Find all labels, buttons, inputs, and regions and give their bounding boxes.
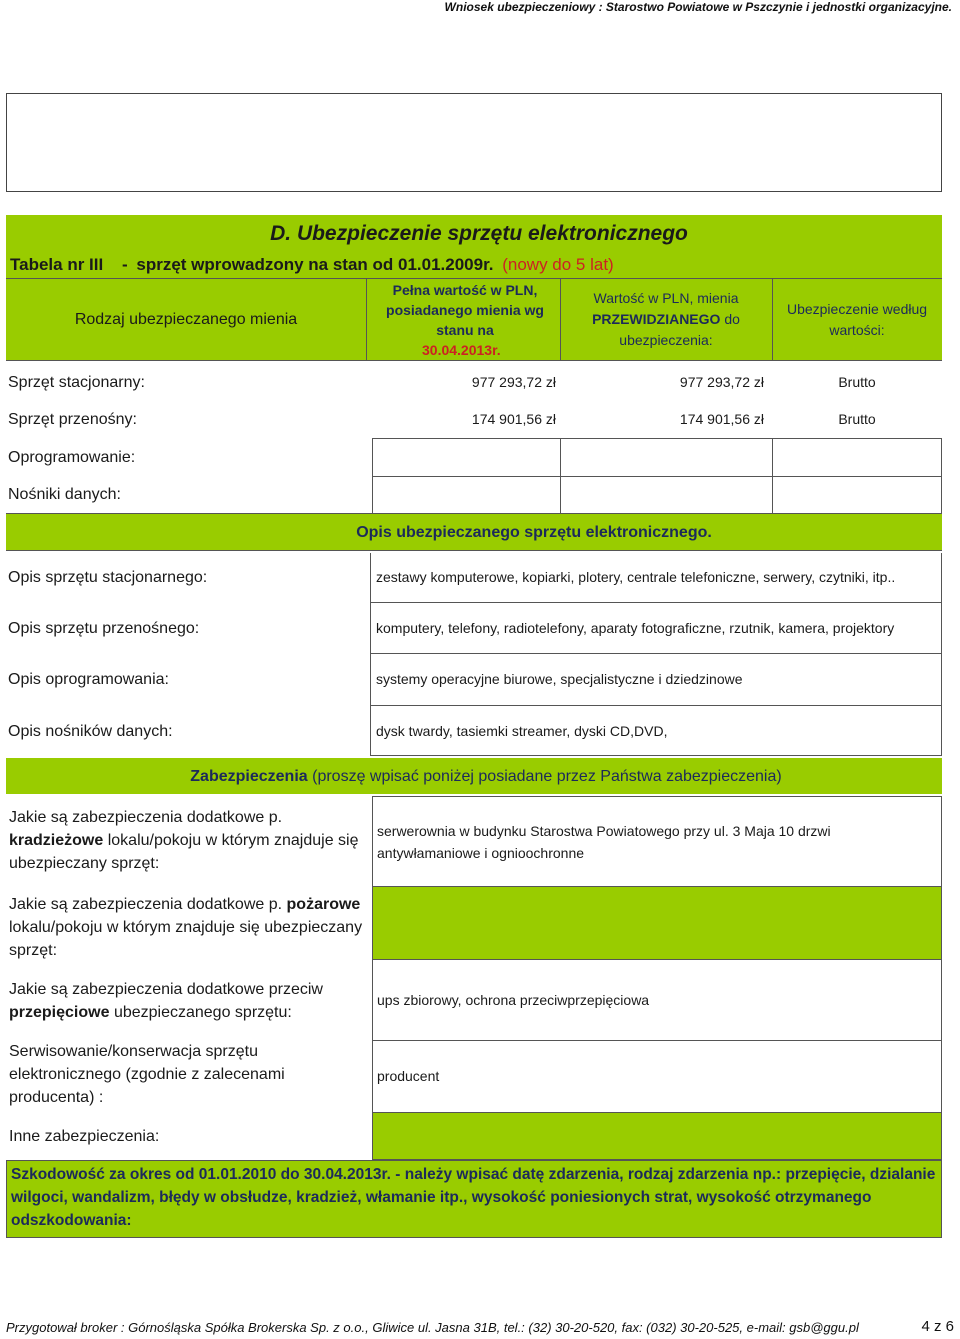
description-value-text: dysk twardy, tasiemki streamer, dyski CD,DVD,: [376, 722, 668, 739]
col-type-header: [6, 278, 366, 361]
table-label-main: sprzęt wprowadzony na stan od 01.01.2009r.: [136, 255, 494, 274]
col-type-label: Rodzaj ubezpieczanego mienia: [74, 311, 298, 328]
security-header-bold: Zabezpieczenia: [190, 767, 308, 785]
damages-text: Szkodowość za okres od 01.01.2010 do 30.04.2013r. - należy wpisać datę zdarzenia, rodzaj zdarzenia np.: przepięcie, dzialanie wilgoci, wandalizm, błędy w obsłudze, kradzież, włamanie itp., wysokość poniesionych strat, wysokość otrzymanego odszkodowania:: [11, 1166, 936, 1229]
row-label: [8, 400, 368, 438]
description-label: [8, 654, 368, 705]
empty-box: [6, 93, 942, 192]
other-label-text: Inne zabezpieczenia:: [9, 1127, 160, 1145]
fire-label: [9, 893, 369, 962]
description-label: [8, 553, 368, 602]
theft-label-post: lokalu/pokoju w którym znajduje się ubezpieczany sprzęt:: [9, 832, 359, 872]
surge-value-text: ups zbiorowy, ochrona przeciwprzepięciowa: [377, 991, 650, 1008]
row-estimated-value-text: 977 293,72 zł: [679, 373, 764, 390]
other-label: [9, 1113, 369, 1159]
description-label-text: Opis nośników danych:: [8, 722, 173, 740]
row-estimated-value-input[interactable]: [564, 478, 768, 511]
row-basis-text: Brutto: [838, 373, 876, 390]
table-label-dash: -: [121, 255, 128, 274]
service-label-text: Serwisowanie/konserwacja sprzętu elektronicznego (zgodnie z zalecenami producenta) :: [9, 1043, 285, 1106]
description-label-text: Opis oprogramowania:: [8, 671, 169, 688]
description-value[interactable]: [376, 706, 936, 756]
surge-value[interactable]: [377, 961, 937, 1039]
col-full-label: Pełna wartość w PLN, posiadanego mienia wg stanu na: [386, 282, 544, 338]
row-basis: [772, 400, 942, 438]
theft-value[interactable]: [377, 820, 937, 864]
header-title: Wniosek ubezpieczeniowy : Starostwo Powiatowe w Pszczynie i jednostki organizacyjne.: [444, 0, 952, 14]
security-header-rest: (proszę wpisać poniżej posiadane przez Państwa zabezpieczenia): [312, 767, 782, 785]
row-basis-input[interactable]: [776, 440, 938, 474]
service-label: [9, 1040, 329, 1109]
description-value-text: komputery, telefony, radiotelefony, aparaty fotograficzne, rzutnik, kamera, projektory: [376, 619, 895, 636]
col-full-date: 30.04.2013r.: [422, 342, 501, 358]
col-basis-header: [772, 278, 942, 361]
description-label-text: Opis sprzętu stacjonarnego:: [8, 569, 208, 586]
section-title-bar: [6, 215, 942, 252]
row-basis-text: Brutto: [838, 410, 876, 427]
fire-value-box[interactable]: [373, 886, 941, 960]
fire-label-bold: pożarowe: [286, 896, 361, 913]
row-full-value: [374, 400, 556, 438]
row-estimated-value-input[interactable]: [564, 440, 768, 474]
description-label-text: Opis sprzętu przenośnego:: [8, 619, 200, 637]
row-label-text: Sprzęt przenośny:: [8, 410, 137, 428]
fire-label-post: lokalu/pokoju w którym znajduje się ubezpieczany sprzęt:: [9, 919, 363, 959]
row-estimated-value: [564, 400, 764, 438]
theft-value-text: serwerownia w budynku Starostwa Powiatowego przy ul. 3 Maja 10 drzwi antywłamaniowe i ognioochronne: [377, 823, 831, 861]
row-full-value-input[interactable]: [374, 478, 556, 511]
page-number: 4 z 6: [921, 1318, 954, 1335]
row-label-text: Nośniki danych:: [8, 486, 121, 503]
table-label-bar: [6, 252, 942, 278]
surge-label-pre: Jakie są zabezpieczenia dodatkowe przeciw: [9, 981, 323, 998]
row-full-value-input[interactable]: [374, 440, 556, 474]
table-label-note: (nowy do 5 lat): [502, 255, 614, 274]
col-estimated-post: do ubezpieczenia:: [619, 311, 740, 348]
description-header-bar: [6, 513, 942, 551]
section-title: D. Ubezpieczenie sprzętu elektronicznego: [270, 221, 688, 245]
row-estimated-value-text: 174 901,56 zł: [679, 410, 764, 427]
description-value-text: systemy operacyjne biurowe, specjalistyczne i dziedzinowe: [376, 671, 743, 687]
document-header: [0, 0, 952, 16]
surge-label-bold: przepięciowe: [9, 1004, 110, 1021]
surge-label: [9, 978, 369, 1024]
other-value-box[interactable]: [373, 1112, 941, 1159]
col-divider-1: [366, 278, 367, 361]
service-value-text: producent: [377, 1067, 440, 1084]
description-header: Opis ubezpieczanego sprzętu elektronicznego.: [356, 523, 712, 541]
col-estimated-pre: Wartość w PLN, mienia: [593, 290, 739, 306]
theft-label-bold: kradzieżowe: [9, 832, 104, 849]
table-label-prefix: Tabela nr III: [10, 255, 104, 274]
fire-label-pre: Jakie są zabezpieczenia dodatkowe p.: [9, 896, 283, 913]
row-estimated-value: [564, 363, 764, 401]
description-value[interactable]: [376, 603, 936, 653]
description-label: [8, 603, 368, 653]
row-full-value: [374, 363, 556, 401]
row-basis: [772, 363, 942, 401]
security-header-bar: [6, 758, 942, 794]
col-basis-label: Ubezpieczenie według wartości:: [786, 300, 928, 338]
damages-bar: [6, 1160, 942, 1238]
surge-label-post: ubezpieczanego sprzętu:: [113, 1004, 292, 1021]
security-header: [166, 765, 781, 788]
col-estimated-bold: PRZEWIDZIANEGO: [592, 311, 721, 327]
row-label-text: Sprzęt stacjonarny:: [8, 373, 145, 391]
row-label: [8, 438, 368, 476]
row-full-value-text: 174 901,56 zł: [471, 410, 556, 427]
footer-text: Przygotował broker : Górnośląska Spółka Brokerska Sp. z o.o., Gliwice ul. Jasna 31B, tel.: (32) 30-20-520, fax: (032) 30-20-525, e-mail: gsb@ggu.pl: [6, 1320, 859, 1335]
description-value[interactable]: [376, 553, 940, 602]
theft-label-pre: Jakie są zabezpieczenia dodatkowe p.: [9, 809, 283, 826]
row-basis-input[interactable]: [776, 478, 938, 511]
row-label: [8, 363, 368, 401]
description-label: [8, 706, 368, 756]
theft-label: [9, 806, 369, 875]
service-value[interactable]: [377, 1041, 937, 1111]
row-label-text: Oprogramowanie:: [8, 448, 136, 466]
row-full-value-text: 977 293,72 zł: [471, 373, 556, 390]
description-value-text: zestawy komputerowe, kopiarki, plotery, centrale telefoniczne, serwery, czytniki, itp..: [376, 569, 896, 585]
col-estimated-header: [560, 278, 772, 361]
grid-divider: [372, 476, 942, 477]
row-label: [8, 476, 368, 513]
col-full-header: [370, 280, 560, 360]
footer: [6, 1320, 954, 1338]
description-value[interactable]: [376, 654, 936, 705]
